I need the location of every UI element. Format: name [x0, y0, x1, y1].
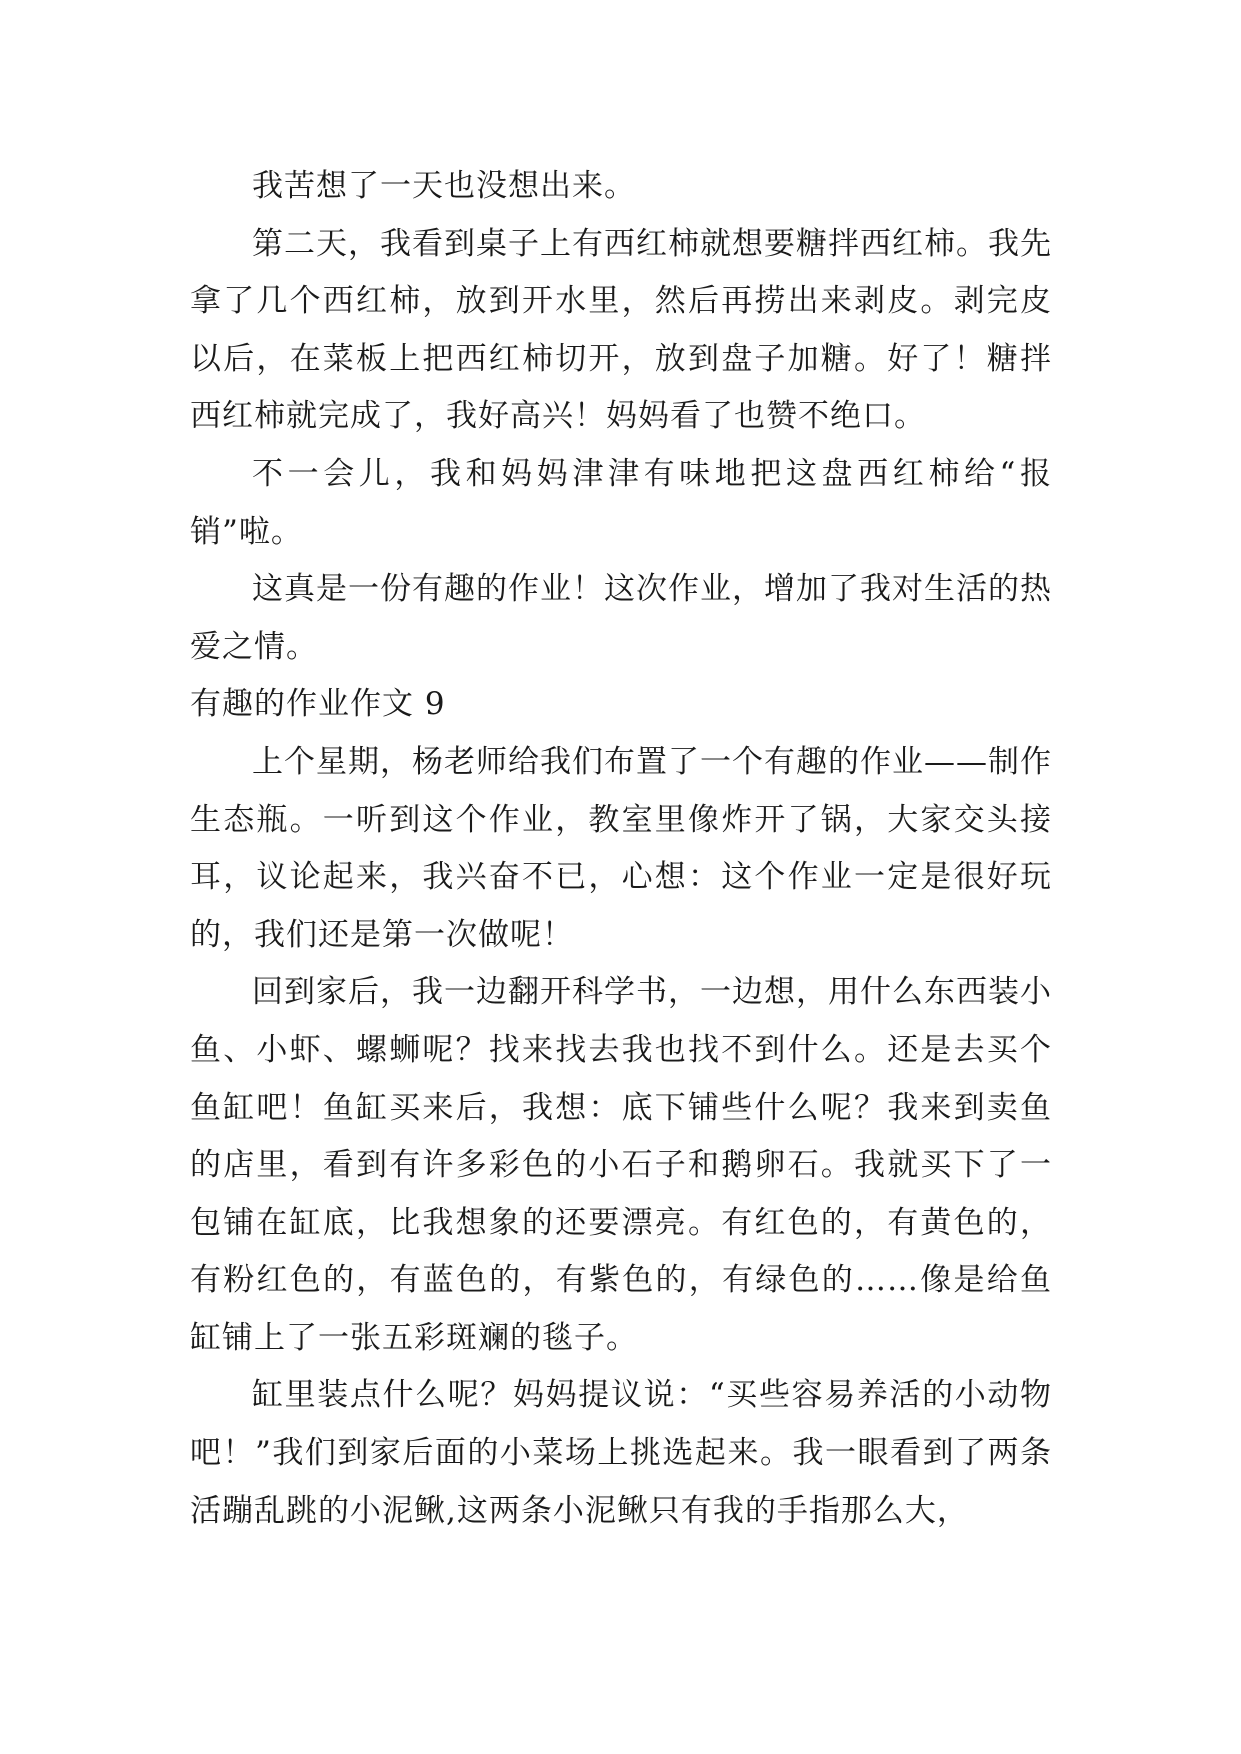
- paragraph: 回到家后，我一边翻开科学书，一边想，用什么东西装小鱼、小虾、螺蛳呢？找来找去我也找不到什么。还是去买个鱼缸吧！鱼缸买来后，我想：底下铺些什么呢？我来到卖鱼的店里，看到有许多彩色的小石子和鹅卵石。我就买下了一包铺在缸底，比我想象的还要漂亮。有红色的，有黄色的，有粉红色的，有蓝色的，有紫色的，有绿色的……像是给鱼缸铺上了一张五彩斑斓的毯子。: [190, 974, 1052, 1356]
- paragraph: 这真是一份有趣的作业！这次作业，增加了我对生活的热爱之情。: [190, 571, 1052, 665]
- essay-heading: 有趣的作业作文 9: [190, 686, 446, 723]
- paragraph: 第二天，我看到桌子上有西红柿就想要糖拌西红柿。我先拿了几个西红柿，放到开水里，然后再捞出来剥皮。剥完皮以后，在菜板上把西红柿切开，放到盘子加糖。好了！糖拌西红柿就完成了，我好高兴！妈妈看了也赞不绝口。: [190, 225, 1052, 435]
- paragraph: 缸里装点什么呢？妈妈提议说：“买些容易养活的小动物吧！”我们到家后面的小菜场上挑选起来。我一眼看到了两条活蹦乱跳的小泥鳅,这两条小泥鳅只有我的手指那么大，: [190, 1377, 1052, 1529]
- paragraph: 我苦想了一天也没想出来。: [252, 168, 636, 204]
- paragraph: 不一会儿，我和妈妈津津有味地把这盘西红柿给“报销”啦。: [190, 455, 1052, 550]
- document-body: [190, 158, 1052, 1540]
- paragraph: 上个星期，杨老师给我们布置了一个有趣的作业——制作生态瓶。一听到这个作业，教室里像炸开了锅，大家交头接耳，议论起来，我兴奋不已，心想：这个作业一定是很好玩的，我们还是第一次做呢！: [190, 743, 1052, 953]
